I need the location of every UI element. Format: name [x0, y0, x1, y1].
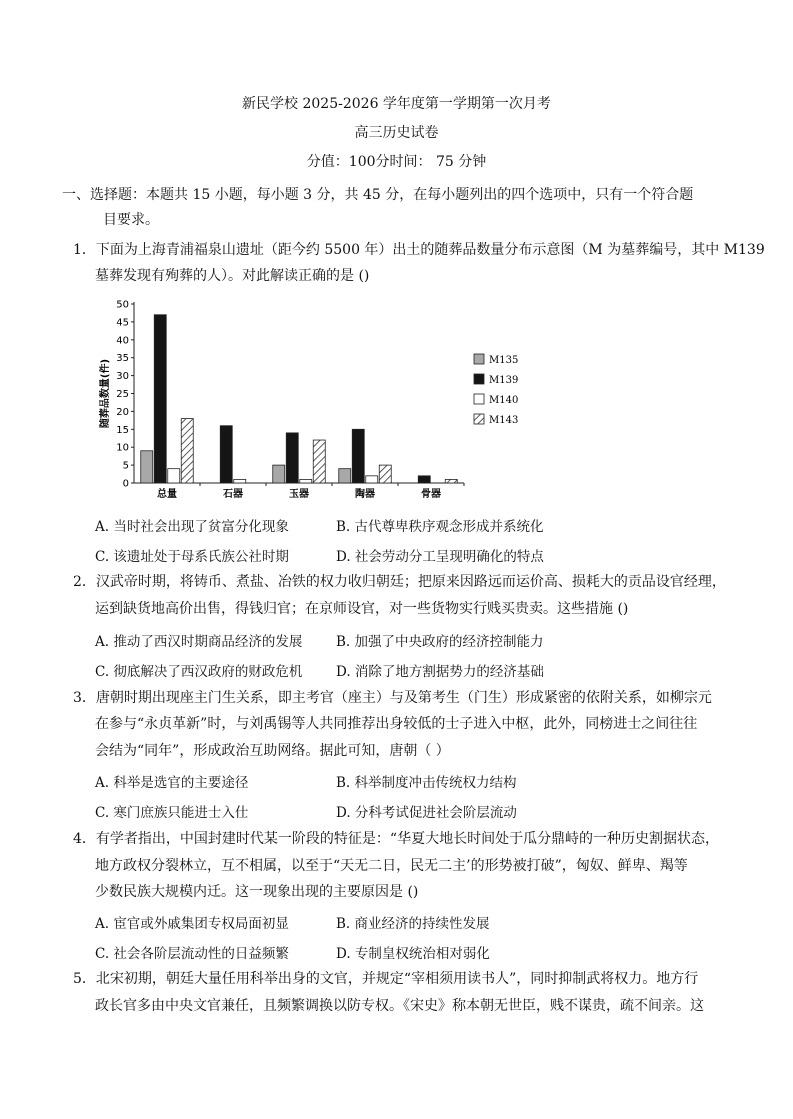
bar-m143 — [445, 479, 457, 483]
q2-stem-cont: 运到缺货地高价出售，得钱归官；在京师设官，对一些货物实行贱买贵卖。这些措施 () — [95, 601, 629, 617]
q1-option-a[interactable]: A. 当时社会出现了贫富分化现象 — [95, 519, 289, 535]
q3-option-a[interactable]: A. 科举是选官的主要途径 — [95, 775, 249, 791]
bar-m140 — [366, 476, 378, 483]
bar-m135 — [339, 469, 351, 483]
q1-stem: 1．下面为上海青浦福泉山遗址（距今约 5500 年）出土的随葬品数量分布示意图（M 为墓葬编号，其中 M139 — [73, 242, 765, 258]
section1-instructions: 一、选择题：本题共 15 小题，每小题 3 分，共 45 分，在每小题列出的四个选项中，只有一个符合题 — [62, 187, 694, 203]
q1-stem-cont: 墓葬发现有殉葬的人）。对此解读正确的是 () — [95, 268, 370, 284]
q2-stem: 2．汉武帝时期，将铸币、煮盐、冶铁的权力收归朝廷；把原来因路远而运价高、损耗大的贡品设官经理， — [73, 574, 726, 590]
bar-m139 — [418, 476, 430, 483]
y-axis-label: 随葬品数量(件) — [100, 358, 111, 429]
y-tick-label: 5 — [122, 460, 129, 472]
y-tick-label: 0 — [122, 478, 129, 490]
q2-option-a[interactable]: A. 推动了西汉时期商品经济的发展 — [95, 634, 303, 650]
bar-m143 — [181, 419, 193, 483]
bar-m143 — [379, 465, 391, 483]
q3-stem-cont2: 会结为“同年”，形成政治互助网络。据此可知，唐朝（ ） — [95, 743, 450, 759]
q5-stem: 5．北宋初期，朝廷大量任用科举出身的文官，并规定“宰相须用读书人”，同时抑制武将权力。地方行 — [73, 971, 699, 987]
y-tick-label: 15 — [116, 424, 129, 436]
q2-option-d[interactable]: D. 消除了地方割据势力的经济基础 — [336, 664, 544, 680]
y-tick-label: 45 — [116, 317, 129, 329]
legend-label-m139: M139 — [489, 375, 519, 386]
y-tick-label: 30 — [116, 371, 129, 383]
legend-swatch-m139 — [474, 374, 484, 384]
bar-m140 — [234, 479, 246, 483]
q3-option-c[interactable]: C. 寒门庶族只能进士入仕 — [95, 805, 249, 821]
y-tick-label: 50 — [116, 299, 129, 311]
q4-option-c[interactable]: C. 社会各阶层流动性的日益频繁 — [95, 946, 289, 962]
q3-option-b[interactable]: B. 科举制度冲击传统权力结构 — [336, 775, 517, 791]
bar-m135 — [141, 451, 153, 483]
q4-option-d[interactable]: D. 专制皇权统治相对弱化 — [336, 946, 490, 962]
q1-option-b[interactable]: B. 古代尊卑秩序观念形成并系统化 — [336, 519, 544, 535]
bar-m143 — [313, 440, 325, 483]
bar-m139 — [352, 429, 364, 483]
q2-option-c[interactable]: C. 彻底解决了西汉政府的财政危机 — [95, 664, 303, 680]
legend-label-m140: M140 — [489, 395, 519, 406]
x-tick-label: 玉器 — [289, 489, 309, 500]
y-tick-label: 35 — [116, 353, 129, 365]
y-tick-label: 25 — [116, 389, 129, 400]
legend-swatch-m135 — [474, 354, 484, 364]
q5-stem-cont: 政长官多由中央文官兼任，且频繁调换以防专权。《宋史》称本朝无世臣，贱不谋贵，疏不间亲。这 — [95, 998, 704, 1014]
y-tick-label: 20 — [116, 406, 129, 418]
q3-stem-cont: 在参与“永贞革新”时，与刘禹锡等人共同推荐出身较低的士子进入中枢，此外，同榜进士之间往往 — [95, 716, 698, 732]
q4-stem: 4．有学者指出，中国封建时代某一阶段的特征是：“华夏大地长时间处于瓜分鼎峙的一种历史割据状态， — [73, 831, 720, 847]
q3-stem: 3．唐朝时期出现座主门生关系，即主考官（座主）与及第考生（门生）形成紧密的依附关系，如柳宗元 — [73, 690, 712, 706]
legend-label-m135: M135 — [489, 355, 519, 366]
q4-option-b[interactable]: B. 商业经济的持续性发展 — [336, 916, 490, 932]
exam-title: 新民学校 2025-2026 学年度第一学期第一次月考 — [242, 96, 551, 112]
q4-option-a[interactable]: A. 宦官或外戚集团专权局面初显 — [95, 916, 289, 932]
bar-m140 — [300, 479, 312, 483]
section1-instructions-cont: 目要求。 — [103, 212, 159, 228]
x-tick-label: 陶器 — [355, 489, 375, 500]
x-tick-label: 石器 — [223, 489, 243, 500]
bar-m135 — [273, 465, 285, 483]
score-time-line: 分值：100分时间： 75 分钟 — [306, 154, 487, 170]
y-tick-label: 10 — [116, 442, 129, 454]
burial-goods-chart — [96, 296, 526, 506]
y-tick-label: 40 — [116, 335, 129, 347]
q1-option-c[interactable]: C. 该遗址处于母系氏族公社时期 — [95, 549, 289, 565]
bar-m139 — [154, 315, 166, 483]
legend-label-m143: M143 — [489, 415, 519, 426]
x-tick-label: 骨器 — [421, 489, 441, 500]
x-tick-label: 总量 — [157, 489, 177, 500]
legend-swatch-m140 — [474, 394, 484, 404]
bar-m140 — [168, 469, 180, 483]
q4-stem-cont2: 少数民族大规模内迁。这一现象出现的主要原因是 () — [95, 884, 419, 900]
bar-m139 — [220, 426, 232, 483]
q4-stem-cont: 地方政权分裂林立，互不相属，以至于“天无二日，民无二主’的形势被打破”，匈奴、鲜卑、羯等 — [95, 858, 688, 874]
legend-swatch-m143 — [474, 414, 484, 424]
exam-subtitle: 高三历史试卷 — [354, 125, 439, 141]
q3-option-d[interactable]: D. 分科考试促进社会阶层流动 — [336, 805, 517, 821]
q1-option-d[interactable]: D. 社会劳动分工呈现明确化的特点 — [336, 549, 544, 565]
q2-option-b[interactable]: B. 加强了中央政府的经济控制能力 — [336, 634, 544, 650]
bar-m139 — [286, 433, 298, 483]
